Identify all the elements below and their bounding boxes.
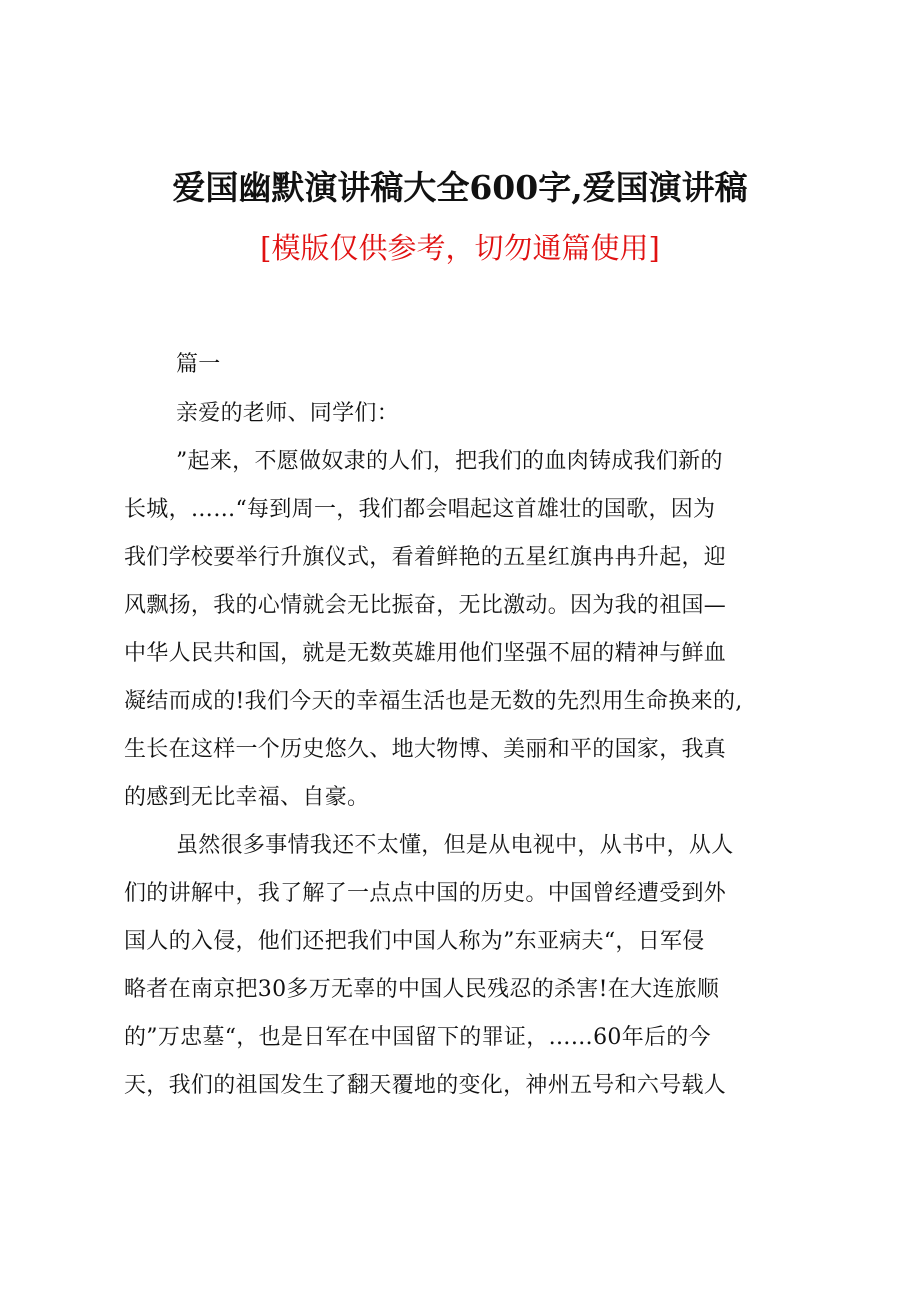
body-line: 风飘扬，我的心情就会无比振奋，无比激动。因为我的祖国— bbox=[124, 593, 727, 618]
body-line: 们的讲解中，我了解了一点点中国的历史。中国曾经遭受到外 bbox=[124, 881, 727, 906]
greeting: 亲爱的老师、同学们： bbox=[176, 401, 400, 426]
body-line: 的感到无比幸福、自豪。 bbox=[124, 785, 370, 810]
document-title: 爱国幽默演讲稿大全600字,爱国演讲稿 bbox=[172, 168, 748, 207]
body-line: 长城，……“每到周一，我们都会唱起这首雄壮的国歌，因为 bbox=[124, 497, 716, 522]
section-heading: 篇一 bbox=[176, 352, 221, 377]
body-line: 中华人民共和国，就是无数英雄用他们坚强不屈的精神与鲜血 bbox=[124, 641, 727, 666]
body-line: 凝结而成的!我们今天的幸福生活也是无数的先烈用生命换来的, bbox=[124, 689, 743, 714]
body-line: 略者在南京把30多万无辜的中国人民残忍的杀害!在大连旅顺 bbox=[124, 977, 720, 1002]
template-notice: [模版仅供参考，切勿通篇使用] bbox=[260, 231, 660, 265]
body-line: 虽然很多事情我还不太懂，但是从电视中，从书中，从人 bbox=[176, 833, 734, 858]
body-line: 的”万忠墓“，也是日军在中国留下的罪证，……60年后的今 bbox=[124, 1025, 711, 1050]
body-line: 我们学校要举行升旗仪式，看着鲜艳的五星红旗冉冉升起，迎 bbox=[124, 545, 727, 570]
body-line: 国人的入侵，他们还把我们中国人称为”东亚病夫“，日军侵 bbox=[124, 929, 705, 954]
body-line: 生长在这样一个历史悠久、地大物博、美丽和平的国家，我真 bbox=[124, 737, 727, 762]
body-line: 天，我们的祖国发生了翻天覆地的变化，神州五号和六号载人 bbox=[124, 1073, 727, 1098]
body-line: ”起来，不愿做奴隶的人们，把我们的血肉铸成我们新的 bbox=[176, 449, 723, 474]
